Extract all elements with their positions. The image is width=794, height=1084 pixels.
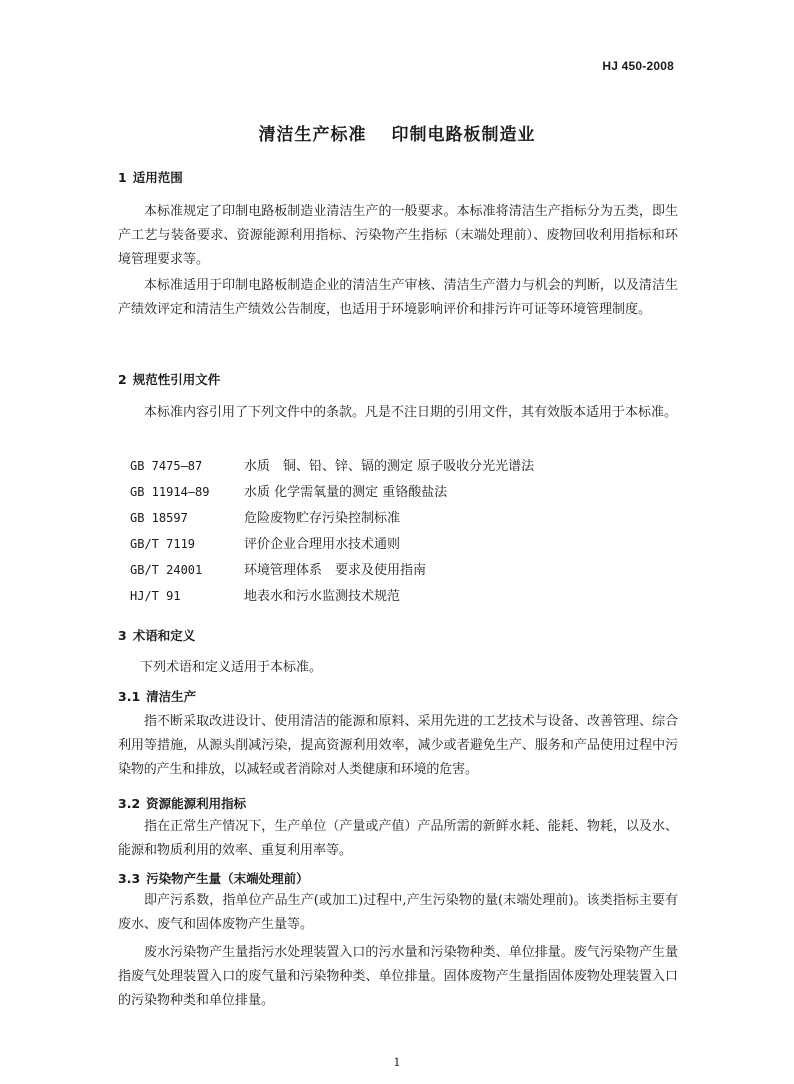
section-2-heading	[118, 370, 220, 388]
section-3-3-paragraph-1: 即产污系数，指单位产品生产(或加工)过程中,产生污染物的量(末端处理前)。该类指标主要有废水、废气和固体废物产生量等。	[118, 893, 678, 932]
section-3-3-heading	[118, 869, 309, 887]
reference-item	[130, 508, 400, 528]
section-3-1-heading	[118, 687, 196, 705]
section-number: 3	[118, 628, 127, 643]
section-2-paragraph-1: 本标准内容引用了下列文件中的条款。凡是不注日期的引用文件，其有效版本适用于本标准。	[144, 405, 678, 420]
reference-code: GB 7475—87	[130, 459, 203, 473]
reference-code: HJ/T 91	[130, 589, 181, 603]
document-title: 清洁生产标准 印制电路板制造业	[258, 125, 536, 145]
section-title: 资源能源利用指标	[146, 796, 247, 811]
section-1-paragraph-1: 本标准规定了印制电路板制造业清洁生产的一般要求。本标准将清洁生产指标分为五类，即生产工艺与装备要求、资源能源利用指标、污染物产生指标（末端处理前）、废物回收利用指标和环境管理要求等。	[118, 204, 678, 267]
section-title: 适用范围	[132, 170, 183, 185]
section-title: 清洁生产	[146, 689, 197, 704]
reference-code: GB/T 7119	[130, 537, 196, 551]
section-number: 3.2	[118, 796, 141, 811]
section-3-1-paragraph: 指不断采取改进设计、使用清洁的能源和原料、采用先进的工艺技术与设备、改善管理、综合利用等措施，从源头削减污染，提高资源利用效率，减少或者避免生产、服务和产品使用过程中污染物的产生和排放，以减轻或者消除对人类健康和环境的危害。	[118, 714, 678, 777]
reference-item	[130, 560, 426, 580]
section-number: 1	[118, 170, 127, 185]
page-number: 1	[393, 1056, 401, 1069]
section-number: 3.1	[118, 689, 141, 704]
section-3-2-paragraph: 指在正常生产情况下，生产单位（产量或产值）产品所需的新鲜水耗、能耗、物耗，以及水、能源和物质利用的效率、重复利用率等。	[118, 819, 678, 858]
reference-code: GB 11914—89	[130, 485, 210, 499]
reference-name: 水质 化学需氧量的测定 重铬酸盐法	[244, 485, 448, 500]
section-title: 污染物产生量（末端处理前）	[146, 871, 309, 886]
section-number: 2	[118, 372, 127, 387]
reference-name: 水质 铜、铅、锌、镉的测定 原子吸收分光光谱法	[244, 459, 535, 474]
document-code: HJ 450-2008	[602, 59, 674, 73]
reference-item	[130, 534, 400, 554]
section-1-paragraph-2: 本标准适用于印制电路板制造企业的清洁生产审核、清洁生产潜力与机会的判断，以及清洁生产绩效评定和清洁生产绩效公告制度，也适用于环境影响评价和排污许可证等环境管理制度。	[118, 278, 678, 317]
reference-name: 评价企业合理用水技术通则	[244, 537, 401, 552]
section-3-paragraph-1: 下列术语和定义适用于本标准。	[140, 660, 323, 675]
reference-item	[130, 456, 534, 476]
section-number: 3.3	[118, 871, 141, 886]
section-3-2-heading	[118, 794, 246, 812]
section-1-heading	[118, 168, 183, 186]
reference-item	[130, 482, 447, 502]
reference-name: 地表水和污水监测技术规范	[244, 589, 401, 604]
reference-name: 危险废物贮存污染控制标准	[244, 511, 401, 526]
section-3-heading	[118, 626, 195, 644]
section-title: 术语和定义	[132, 628, 196, 643]
reference-code: GB 18597	[130, 511, 188, 525]
section-title: 规范性引用文件	[132, 372, 221, 387]
reference-code: GB/T 24001	[130, 563, 203, 577]
reference-item	[130, 586, 400, 606]
section-3-3-paragraph-2: 废水污染物产生量指污水处理装置入口的污水量和污染物种类、单位排量。废气污染物产生量指废气处理装置入口的废气量和污染物种类、单位排量。固体废物产生量指固体废物处理装置入口的污染物种类和单位排量。	[118, 945, 678, 1008]
reference-name: 环境管理体系 要求及使用指南	[244, 563, 427, 578]
